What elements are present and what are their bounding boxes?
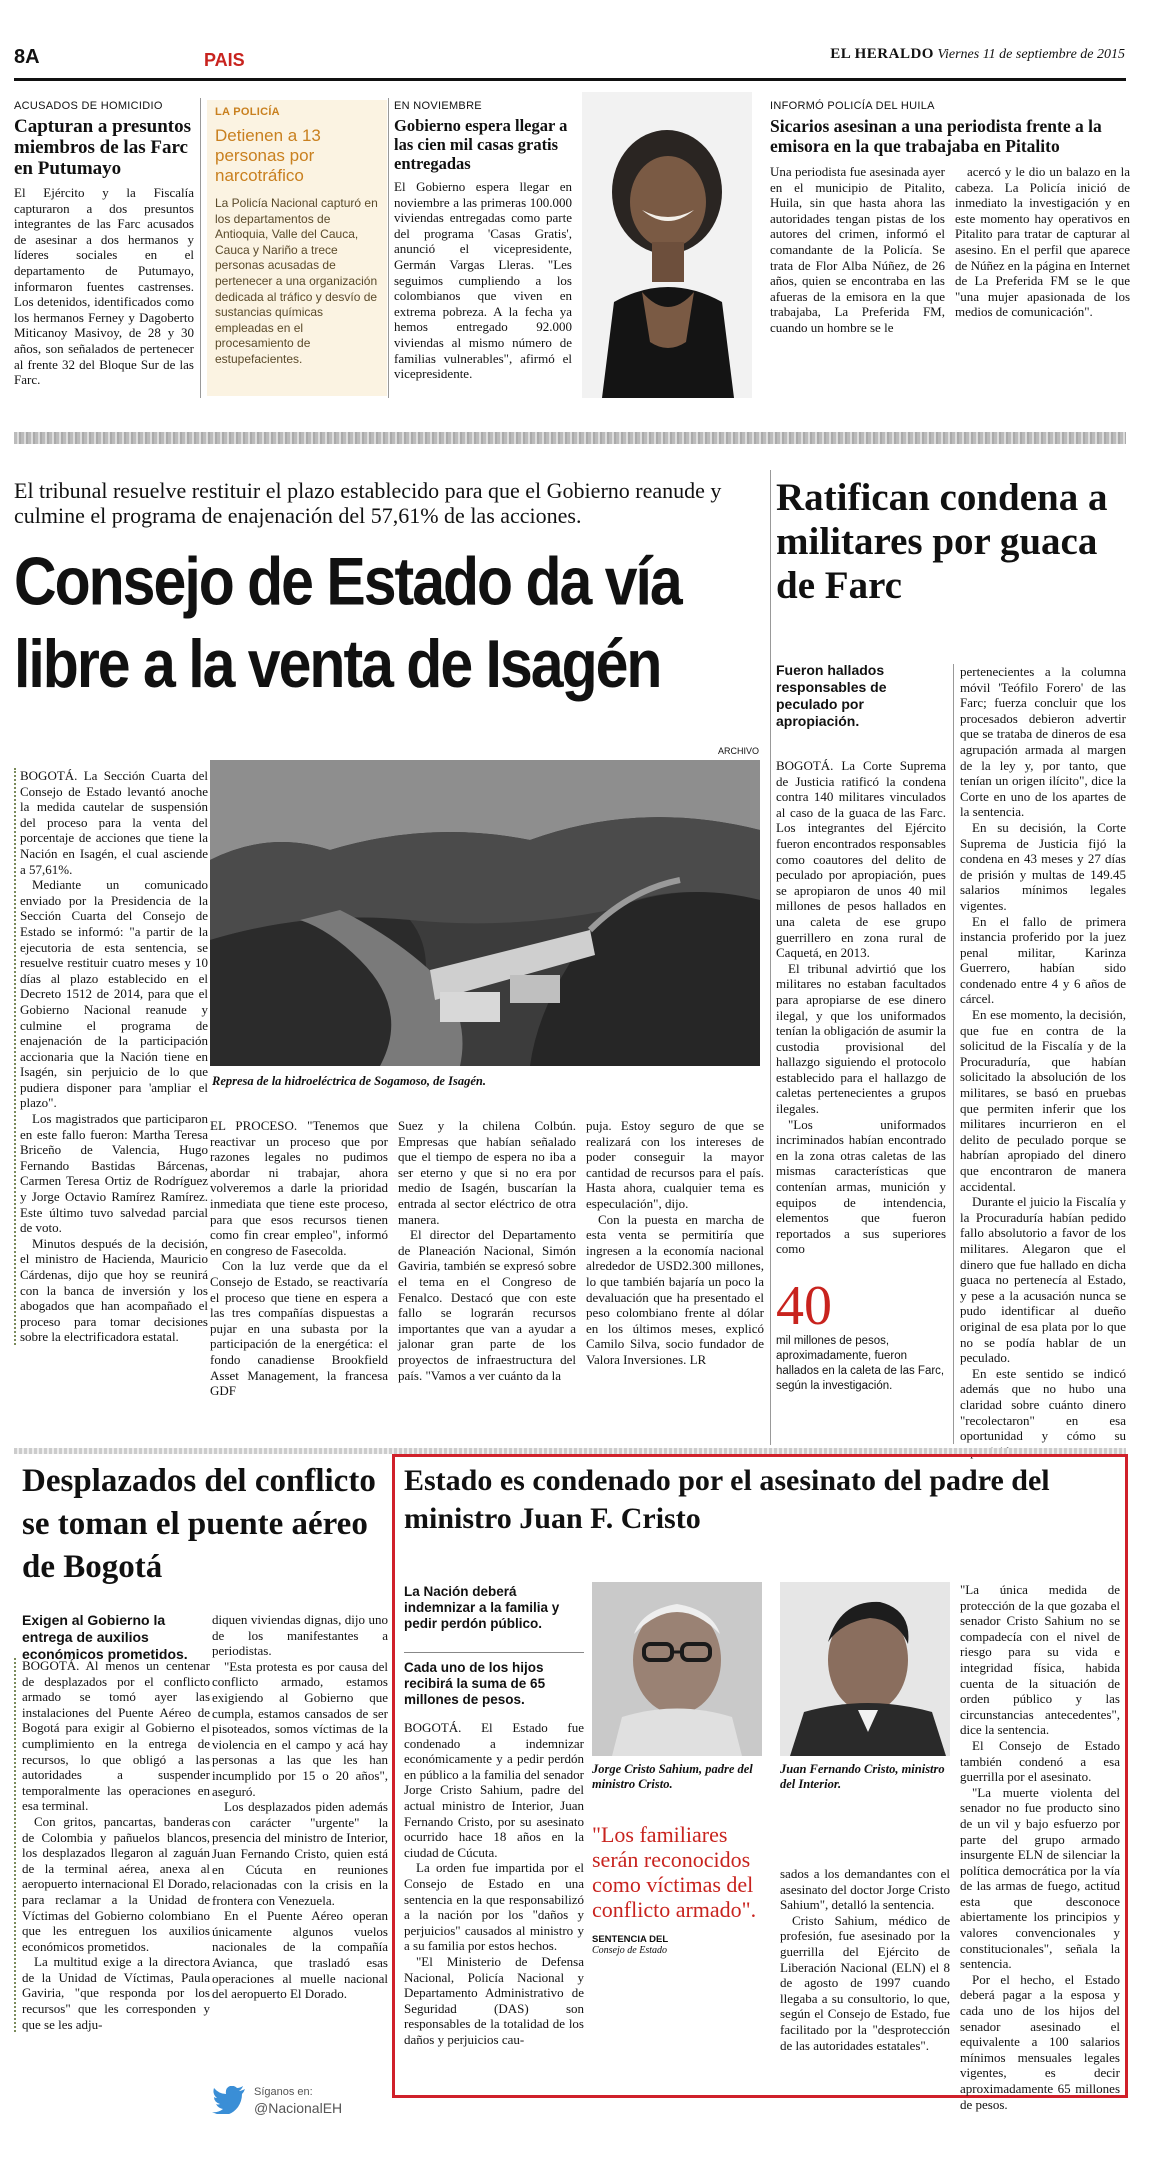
brief-title: Detienen a 13 personas por narcotráfico — [215, 126, 321, 185]
guaca-paragraph: BOGOTÁ. La Corte Suprema de Justicia ratificó la condena contra 140 militares vinculados al caso de la guaca de las Farc. Los integrantes del Ejército fueron encontrados responsables como coautores del delito de peculado por apropiación, pues se apropiaron de unos 40 mil millones de pesos hallados en una caleta de ese grupo guerrillero en zona rural de Caquetá, en 2013. — [776, 758, 946, 961]
issue-date: Viernes 11 de septiembre de 2015 — [937, 47, 1125, 62]
cristo-col-3 — [780, 1866, 950, 2053]
follow-us[interactable] — [212, 2080, 388, 2120]
twitter-bird-icon — [212, 2086, 246, 2114]
cristo-col-4 — [960, 1582, 1120, 2112]
desplazados-deck: Exigen al Gobierno la entrega de auxilios económicos prometidos. — [22, 1612, 188, 1662]
journalist-photo — [582, 92, 752, 398]
guaca-figure — [776, 1275, 946, 1394]
isagen-headline — [14, 540, 764, 706]
desplazados-col-2 — [212, 1612, 388, 2002]
desplazados-paragraph: En el Puente Aéreo operan únicamente algunos vuelos nacionales de la compañía Avianca, que trasladó esas operaciones al muelle nacional del aeropuerto El Dorado. — [212, 1908, 388, 2002]
isagen-paragraph: Mediante un comunicado enviado por la Presidencia de la Sección Cuarta del Consejo de Estado se informó: "a partir de la ejecutoria de esta sentencia, se resuelve restituir cuatro meses y 10 días al plazo establecido en el Decreto 1512 de 2014, para que el Gobierno Nacional reanude y culmine el programa de enajenación de la participación accionaria que la Nación tiene en Isagén, sin perjuicio de lo que pudiera disponer para 'ampliar el plazo". — [20, 877, 208, 1111]
brief-periodista — [770, 100, 1130, 336]
guaca-paragraph: pertenecientes a la columna móvil 'Teófilo Forero' de las Farc; fuerza concluir que los procesados debieron advertir que se trataba de dineros de esa agrupación armada al margen de la ley y, por tanto, que tenían un origen ilícito", dice la Corte en uno de los apartes de la sentencia. — [960, 664, 1126, 820]
brief-title: Gobierno espera llegar a las cien mil casas gratis entregadas — [394, 116, 568, 173]
guaca-paragraph: En este sentido se indicó además que no hubo una claridad sobre cuánto dinero "recolectaron" en esa oportunidad y cómo su — [960, 1365, 1126, 1444]
guaca-headline: Ratifican condena a militares por guaca de Farc — [776, 476, 1108, 607]
desplazados-paragraph: La multitud exige a la directora de la Unidad de Víctimas, Paula Gaviria, "que responda por los recursos" que les corresponden y que se les adju- — [22, 1954, 210, 2032]
brief-body: La Policía Nacional capturó en los departamentos de Antioquia, Valle del Cauca, Cauca y Nariño a trece personas acusadas de pertenecer a una organización dedicada al tráfico y desvío de sustancias químicas empleadas en el procesamiento de estupefacientes. — [215, 196, 378, 366]
headline-line-2: libre a la venta de Isagén — [14, 626, 661, 703]
brief-title: Sicarios asesinan a una periodista frente a la emisora en la que trabajaba en Pitalito — [770, 116, 1102, 156]
isagen-col-3 — [398, 1118, 576, 1383]
divider — [770, 470, 771, 1445]
brief-kicker: EN NOVIEMBRE — [394, 100, 482, 112]
dam-caption: Represa de la hidroeléctrica de Sogamoso, de Isagén. — [212, 1074, 486, 1088]
cristo-paragraph: Cristo Sahium, médico de profesión, fue asesinado por la guerrilla del Ejército de Liberación Nacional (ELN) el 8 de agosto de 1997 cuando llegaba a su consultorio, lo que, según el Consejo de Estado, fue facilitado por la "desprotección de las autoridades estatales". — [780, 1912, 950, 2053]
section-separator — [14, 432, 1126, 444]
guaca-paragraph: En el fallo de primera instancia proferido por la juez penal militar, Karinza Guerrero, habían sido condenado entre 4 y 6 años de cárcel. — [960, 913, 1126, 1007]
cristo-paragraph: "La única medida de protección de la que gozaba el senador Cristo Sahium no se compadecía con el nivel de riesgo para su vida e integridad física, habida cuenta de la situación de orden público y las circunstancias antecedentes", dice la sentencia. — [960, 1582, 1120, 1738]
brief-kicker: LA POLICÍA — [215, 106, 280, 118]
cristo-deck-1: La Nación deberá indemnizar a la familia y pedir perdón público. — [404, 1584, 560, 1631]
isagen-paragraph: Minutos después de la decisión, el ministro de Hacienda, Mauricio Cárdenas, dijo que hoy se reunirá con la banca de inversión y los abogados que han acompañado el proceso para tomar decisiones sobre la electrificadora estatal. — [20, 1235, 208, 1345]
section-label: PAIS — [204, 50, 245, 70]
brief-title: Capturan a presuntos miembros de las Farc en Putumayo — [14, 116, 192, 179]
divider — [953, 664, 954, 1444]
quote-text: "Los familiares serán reconocidos como víctimas del conflicto armado". — [592, 1822, 757, 1922]
guaca-paragraph: El tribunal advirtió que los militares no estaban facultados para apropiarse de ese dinero ilegal, y que los uniformados tenían la obligación de asumir la custodia provisional del hallazgo siguiendo el protocolo establecido para el hallazgo de caletas pertenecientes a grupos ilegales. — [776, 960, 946, 1117]
isagen-paragraph: Con la puesta en marcha de esta venta se permitiría que ingresen a la economía nacional alrededor de USD2.300 millones, lo que también bajaría un poco la devaluación que ha presentado el peso colombiano frente al dólar en los últimos meses, explicó Camilo Silva, socio fundador de Valora Inversiones. LR — [586, 1211, 764, 1367]
isagen-col-4 — [586, 1118, 764, 1368]
quote-source: SENTENCIA DEL — [592, 1934, 669, 1945]
brief-body-col2: acercó y le dio un balazo en la cabeza. La Policía inició de inmediato la investigación y en este momento hay operativos en Pitalito para tratar de capturar al asesino. En el perfil que aparece de Núñez en la página en Internet de La Preferida FM se le que "una mujer apasionada de los medios de comunicación". — [955, 164, 1130, 320]
deck-divider — [404, 1652, 584, 1653]
guaca-paragraph: Durante el juicio la Fiscalía y la Procuraduría habían pedido fallo absolutorio a favor de los militares. Alegaron que el dinero que fue hallado en dicha guaca no pertenecía al Estado, y pese a la acusación nunca se pudo identificar al dueño original de esa plata por lo que no se podía hablar de un peculado. — [960, 1194, 1126, 1366]
brief-capturan — [14, 100, 194, 388]
cristo-paragraph: "La muerte violenta del senador no fue producto sino de un vil y bajo esfuerzo por parte del grupo armado insurgente ELN de silenciar la política democrática por la vía de las armas de fuego, actitud esta que desconoce abiertamente los principios y valores convencionales y constitucionales", señala la sentencia. — [960, 1784, 1120, 1972]
cristo-paragraph: BOGOTÁ. El Estado fue condenado a indemnizar económicamente y a pedir perdón en público a la familia del senador Jorge Cristo Sahium, padre del actual ministro de Interior, Juan Fernando Cristo, por su asesinato ocurrido hace 18 años en la ciudad de Cúcuta. — [404, 1720, 584, 1860]
desplazados-paragraph: "Esta protesta es por causa del conflicto armado, estamos exigiendo al Gobierno que cumpla, estamos cansados de ser pisoteados, somos víctimas de la violencia en el campo y acá hay personas a las que les han incumplido por 15 o 20 años", aseguró. — [212, 1658, 388, 1799]
juan-fernando-cristo-photo — [780, 1582, 950, 1756]
cristo-paragraph: El Consejo de Estado también condenó a esa guerrilla por el asesinato. — [960, 1737, 1120, 1785]
photo-credit: ARCHIVO — [718, 746, 760, 756]
isagen-col-1 — [14, 768, 208, 1345]
portrait-icon — [592, 1582, 762, 1756]
juan-cristo-caption: Juan Fernando Cristo, ministro del Interior. — [780, 1762, 945, 1791]
cristo-col-1 — [404, 1720, 584, 2047]
guaca-deck: Fueron hallados responsables de peculado por apropiación. — [776, 662, 887, 729]
isagen-paragraph: BOGOTÁ. La Sección Cuarta del Consejo de Estado levantó anoche la medida cautelar de suspensión del proceso para la venta del porcentaje de acciones que tiene la Nación en Isagén, el cual asciende a 57,61%. — [20, 768, 208, 877]
follow-handle[interactable]: @NacionalEH — [254, 2100, 343, 2116]
isagen-paragraph: El director del Departamento de Planeación Nacional, Simón Gaviria, también se expresó sobre el tema en el Congreso de Fenalco. Destacó que con este fallo se lograrán recursos importantes que van a ayudar a jalonar gran parte de los proyectos de infraestructura del país. "Vamos a ver cuánto da la — [398, 1227, 576, 1383]
brief-body-col1: Una periodista fue asesinada ayer en el municipio de Pitalito, Huila, sin que hasta ahora las autoridades tengan pistas de los autores del crimen, informó el comandante de la Policía. Se trata de Flor Alba Núñez, de 26 años, quien se encontraba en las afueras de la emisora en la que trabajaba, La Preferida FM, cuando un hombre se le — [770, 164, 945, 335]
cristo-paragraph: sados a los demandantes con el asesinato del doctor Jorge Cristo Sahium", detalló la sentencia. — [780, 1866, 950, 1913]
cristo-deck-2: Cada uno de los hijos recibirá la suma de 65 millones de pesos. — [404, 1660, 546, 1707]
isagen-deck: El tribunal resuelve restituir el plazo establecido para que el Gobierno reanude y culmine el programa de enajenación del 57,61% de las acciones. — [14, 478, 722, 528]
divider — [388, 98, 389, 398]
brief-body: El Gobierno espera llegar en noviembre a las primeras 100.000 viviendas entregadas como parte del programa 'Casas Gratis', anunció el vicepresidente, Germán Vargas Lleras. "Les seguimos cumpliendo a los colombianos que viven en extrema pobreza. A la fecha ya hemos entregado 92.000 viviendas al mismo número de familias vulnerables", afirmó el vicepresidente. — [394, 179, 572, 382]
newspaper-name: EL HERALDO — [830, 46, 934, 62]
cristo-headline: Estado es condenado por el asesinato del padre del ministro Juan F. Cristo — [404, 1464, 1050, 1535]
desplazados-paragraph: BOGOTÁ. Al menos un centenar de desplazados por el conflicto armado se tomó ayer las instalaciones del Puente Aéreo de Bogotá para exigir al Gobierno el cumplimiento en la entrega de recursos, lo que obligó a las autoridades a suspender temporalmente las operaciones en esa terminal. — [22, 1658, 210, 1814]
jorge-cristo-photo — [592, 1582, 762, 1756]
guaca-paragraph: En ese momento, la decisión, que fue en contra de la solicitud de la Fiscalía y de la Procuraduría, que habían solicitado la absolución de los militares, se basó en pruebas que permiten inferir que los militares incurrieron en el delito de peculado porque se habrían apropiado del dinero que encontraron de manera accidental. — [960, 1007, 1126, 1194]
figure-number: 40 — [776, 1275, 832, 1337]
desplazados-paragraph: Con gritos, pancartas, banderas de Colombia y pañuelos blancos, los desplazados llegaron al zaguán de la terminal aérea, anexa al aeropuerto internacional El Dorado, para reclamar a la Unidad de Víctimas del Gobierno colombiano que les entreguen los auxilios económicos prometidos. — [22, 1813, 210, 1954]
portrait-icon — [582, 92, 752, 398]
guaca-col-1 — [776, 758, 946, 1257]
cristo-paragraph: La orden fue impartida por el Consejo de Estado en una sentencia en la que responsabilizó a la nación por los "daños y perjuicios" causados al ministro y a su familia por estos hechos. — [404, 1860, 584, 1954]
brief-casas-gratis — [394, 100, 572, 382]
isagen-col-2 — [210, 1118, 388, 1399]
isagen-paragraph: Con la luz verde que da el Consejo de Estado, se reactivaría el proceso que tiene en espera a las tres compañías dispuestas a pujar en una subasta por la participación de la energética: el fondo canadiense Brookfield Asset Management, la francesa GDF — [210, 1258, 388, 1399]
dam-landscape-icon — [210, 760, 760, 1066]
quote-source-2: Consejo de Estado — [592, 1945, 667, 1956]
cristo-paragraph: Por el hecho, el Estado deberá pagar a la esposa y cada uno de los hijos del senador asesinado el equivalente a 100 salarios mínimos mensuales legales vigentes, es decir aproximadamente 65 millones de pesos. — [960, 1971, 1120, 2112]
isagen-paragraph: Los magistrados que participaron en este fallo fueron: Martha Teresa Briceño de Valencia, Hugo Fernando Bastidas Bárcenas, Carmen Teresa Ortiz de Rodríguez y Jorge Octavio Ramírez Ramírez. Este último tuvo salvedad parcial de voto. — [20, 1111, 208, 1236]
guaca-col-2 — [960, 664, 1126, 1459]
isagen-paragraph: EL PROCESO. "Tenemos que reactivar un proceso que por razones legales no pudimos abordar ni trabajar, ahora volveremos a darle la prioridad inmediata que tiene este proceso, para que esos recursos tienen como fin crear empleo", informó en congreso de Fasecolda. — [210, 1118, 388, 1258]
guaca-paragraph: "Los uniformados incriminados habían encontrado en la zona otras caletas de las mismas características que contenían armas, munición y equipos de intendencia, elementos que fueron reportados a sus superiores como — [776, 1116, 946, 1257]
brief-body: El Ejército y la Fiscalía capturaron a dos presuntos integrantes de las Farc acusados de asesinar a dos hermanos y líderes sociales en el departamento de Putumayo, informaron fuentes castrenses. Los detenidos, identificados como los hermanos Ferney y Dagoberto Miticanoy Masivoy, de 28 y 30 años, son señalados de pertenecer al frente 32 del Bloque Sur de las Farc. — [14, 185, 194, 388]
dam-photo — [210, 760, 760, 1066]
masthead — [830, 46, 1125, 63]
desplazados-col-1 — [14, 1658, 210, 2032]
follow-label: Síganos en: — [254, 2086, 313, 2098]
header-rule — [14, 78, 1126, 81]
headline-line-1: Consejo de Estado da vía — [14, 543, 681, 620]
guaca-paragraph: En su decisión, la Corte Suprema de Justicia fijó la condena en 43 meses y 27 días de prisión y multas de 149.45 salarios mínimos legales vigentes. — [960, 819, 1126, 913]
cristo-paragraph: "El Ministerio de Defensa Nacional, Policía Nacional y Departamento Administrativo de Seguridad (DAS) son responsables de la totalidad de los daños y perjuicios cau- — [404, 1953, 584, 2047]
desplazados-paragraph: Los desplazados piden además con carácter "urgente" la presencia del ministro de Interior, Juan Fernando Cristo, quien está en Cúcuta en reuniones relacionadas con la crisis en la frontera con Venezuela. — [212, 1799, 388, 1908]
desplazados-paragraph: diquen viviendas dignas, dijo uno de los manifestantes a periodistas. — [212, 1612, 388, 1659]
figure-text: mil millones de pesos, aproximadamente, fueron hallados en la caleta de las Farc, según la investigación. — [776, 1335, 945, 1392]
desplazados-headline: Desplazados del conflicto se toman el puente aéreo de Bogotá — [22, 1463, 376, 1585]
isagen-paragraph: Suez y la chilena Colbún. Empresas que habían señalado que el tiempo de espera no iba a ser eterno y que si no era por medio de Isagén, buscarían la entrada al sector eléctrico de otra manera. — [398, 1118, 576, 1227]
jorge-cristo-caption: Jorge Cristo Sahium, padre del ministro Cristo. — [592, 1762, 753, 1791]
brief-narcotrafico — [207, 100, 387, 396]
isagen-paragraph: puja. Estoy seguro de que se realizará con los intereses de poder conseguir la mayor cantidad de recursos para el país. Hasta ahora, cualquier tema es especulación", dijo. — [586, 1118, 764, 1211]
portrait-icon — [780, 1582, 950, 1756]
brief-kicker: INFORMÓ POLICÍA DEL HUILA — [770, 100, 935, 112]
cristo-pull-quote — [592, 1822, 764, 1956]
page-number: 8A — [14, 46, 40, 68]
divider — [200, 98, 201, 398]
brief-kicker: ACUSADOS DE HOMICIDIO — [14, 100, 163, 112]
